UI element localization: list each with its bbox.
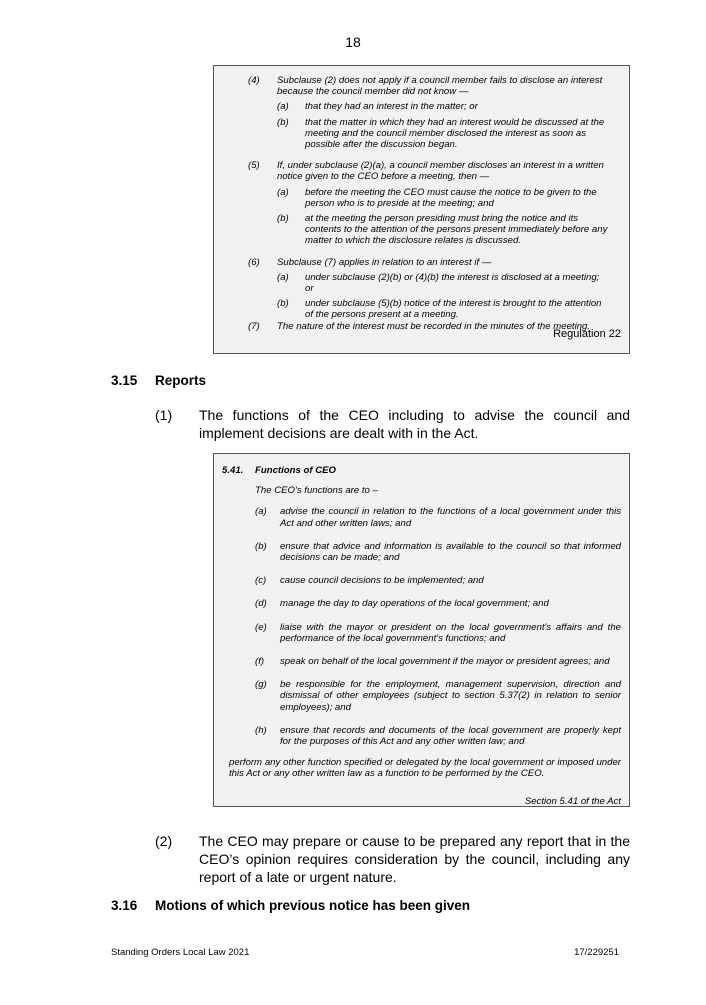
subclause-number: (a)	[277, 271, 289, 283]
subclause	[277, 117, 609, 151]
subclause	[277, 298, 609, 320]
section-title: Reports	[155, 373, 207, 388]
function-item	[214, 575, 629, 586]
function-item-text: liaise with the mayor or president on the local government's affairs and the performance of the local government's functions; and	[280, 621, 621, 644]
section-heading-3-15	[111, 373, 206, 388]
subclause	[277, 101, 609, 112]
clause-6	[214, 257, 629, 321]
section-number: 3.15	[111, 373, 138, 388]
subclause-text: before the meeting the CEO must cause the notice to be given to the person who is to preside at the meeting; and	[305, 186, 597, 209]
act-source-reference: Section 5.41 of the Act	[524, 795, 621, 807]
clause-number: (6)	[248, 256, 260, 268]
function-item-number: (a)	[255, 506, 267, 518]
subclause-text: that they had an interest in the matter; or	[305, 101, 478, 113]
act-closing-text: perform any other function specified or delegated by the local government or imposed under this Act or any other written law as a function to be performed by the CEO.	[229, 757, 621, 780]
section-title: Motions of which previous notice has been given	[155, 898, 471, 913]
function-item-number: (h)	[255, 724, 267, 736]
subclause	[277, 213, 609, 247]
subclause-number: (b)	[277, 213, 289, 225]
clause-number: (7)	[248, 320, 260, 332]
page-number: 18	[345, 34, 361, 50]
regulation-excerpt-box	[213, 65, 630, 354]
subclause-text: under subclause (2)(b) or (4)(b) the interest is disclosed at a meeting; or	[305, 271, 600, 295]
subclause	[277, 272, 609, 294]
paragraph-number: (1)	[155, 407, 173, 423]
function-item	[214, 506, 629, 528]
function-item	[214, 622, 629, 644]
clause-4	[214, 75, 629, 152]
function-item-number: (c)	[255, 575, 267, 587]
function-item	[214, 725, 629, 747]
function-item	[214, 679, 629, 713]
subclause-text: under subclause (5)(b) notice of the interest is brought to the attention of the persons present at a meeting.	[305, 298, 602, 321]
subclause-text: that the matter in which they had an interest would be discussed at the meeting and the council member disclosed the interest as soon as possible after the discussion began.	[305, 116, 605, 151]
footer-document-title: Standing Orders Local Law 2021	[111, 947, 250, 958]
clause-5	[214, 160, 629, 248]
function-item	[214, 541, 629, 563]
clause-text: Subclause (7) applies in relation to an interest if —	[277, 256, 492, 268]
act-intro: The CEO's functions are to –	[255, 485, 378, 497]
footer-document-id: 17/229251	[574, 947, 619, 958]
subclause	[277, 187, 609, 209]
function-item-number: (d)	[255, 598, 267, 610]
section-heading-3-16	[111, 898, 470, 913]
function-item-number: (e)	[255, 621, 267, 633]
function-item-text: cause council decisions to be implemented; and	[280, 575, 484, 587]
clause-text: Subclause (2) does not apply if a council member fails to disclose an interest because the council member did not know —	[277, 75, 603, 98]
act-section-heading	[214, 465, 629, 476]
function-item-text: manage the day to day operations of the local government; and	[280, 598, 549, 610]
paragraph-2	[155, 832, 630, 886]
subclause-number: (a)	[277, 101, 289, 113]
clause-text: The nature of the interest must be recorded in the minutes of the meeting.	[277, 320, 591, 332]
function-item-text: be responsible for the employment, management supervision, direction and dismissal of other employees (subject to section 5.37(2) in relation to senior employees); and	[280, 679, 621, 713]
function-item	[214, 656, 629, 667]
subclause-number: (b)	[277, 298, 289, 310]
paragraph-number: (2)	[155, 833, 173, 849]
function-item-text: advise the council in relation to the functions of a local government under this Act and other written laws; and	[280, 506, 621, 529]
act-section-title: Functions of CEO	[255, 465, 337, 476]
paragraph-text: The functions of the CEO including to advise the council and implement decisions are dealt with in the Act.	[199, 407, 630, 441]
function-item-number: (g)	[255, 679, 267, 691]
act-section-number: 5.41.	[222, 465, 244, 476]
subclause-number: (b)	[277, 116, 289, 128]
section-number: 3.16	[111, 898, 138, 913]
paragraph-1	[155, 406, 630, 442]
paragraph-text: The CEO may prepare or cause to be prepared any report that in the CEO’s opinion requires consideration by the council, including any report of a late or urgent nature.	[199, 833, 630, 885]
function-item-text: ensure that advice and information is available to the council so that informed decisions can be made; and	[280, 540, 621, 564]
function-item-number: (f)	[255, 656, 265, 668]
function-item	[214, 598, 629, 609]
function-item-text: ensure that records and documents of the local government are properly kept for the purposes of this Act and any other written law; and	[280, 724, 621, 748]
clause-number: (4)	[248, 75, 260, 86]
clause-number: (5)	[248, 160, 260, 172]
act-excerpt-box	[213, 453, 630, 807]
regulation-reference: Regulation 22	[553, 327, 621, 340]
subclause-text: at the meeting the person presiding must bring the notice and its contents to the attention of the persons present immediately before any matter to which the disclosure relates is discussed.	[305, 213, 608, 247]
function-item-text: speak on behalf of the local government if the mayor or president agrees; and	[280, 656, 610, 668]
function-item-number: (b)	[255, 540, 267, 552]
clause-text: If, under subclause (2)(a), a council member discloses an interest in a written notice given to the CEO before a meeting, then —	[277, 160, 604, 183]
subclause-number: (a)	[277, 186, 289, 198]
